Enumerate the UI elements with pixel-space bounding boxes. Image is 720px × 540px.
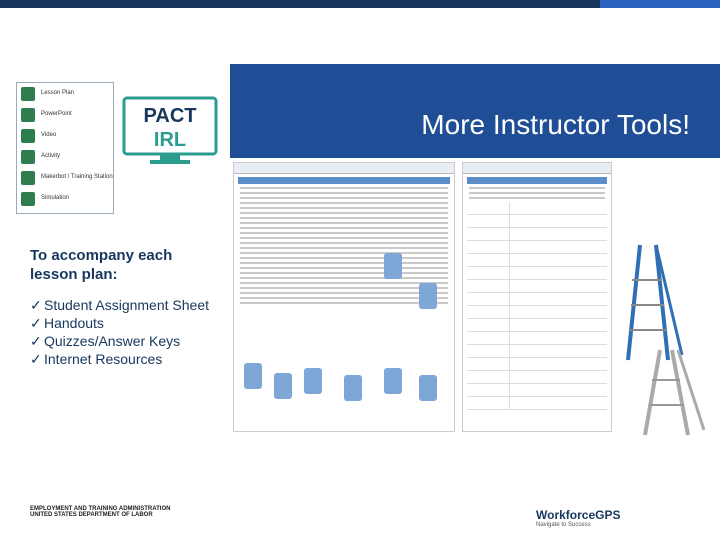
handout-thumbnail (233, 162, 455, 432)
bullet-text: Quizzes/Answer Keys (44, 333, 181, 349)
worker-figure (344, 375, 362, 401)
panel-item-label: PowerPoint (41, 111, 72, 117)
logo-line2: IRL (153, 129, 187, 151)
checkmark-icon: ✓ (30, 333, 42, 349)
worker-figure (419, 283, 437, 309)
title-banner (230, 64, 720, 158)
bullet-text: Internet Resources (44, 351, 163, 367)
dol-footer-logo (30, 506, 170, 518)
bullet-item (30, 314, 209, 332)
group-icon (21, 150, 35, 164)
bullet-item (30, 350, 209, 368)
checkmark-icon: ✓ (30, 315, 42, 331)
panel-item-activity (17, 146, 113, 167)
bullet-item (30, 296, 209, 314)
panel-item-label: Activity (41, 153, 61, 159)
bullet-list (30, 296, 209, 368)
agency-line1: EMPLOYMENT AND TRAINING ADMINISTRATION (30, 506, 171, 512)
panel-item-simulation (17, 188, 113, 209)
inspection-sheet-thumbnail (462, 162, 612, 432)
panel-item-label: Lesson Plan (41, 90, 75, 96)
video-icon (21, 129, 35, 143)
checkmark-icon: ✓ (30, 351, 42, 367)
resource-icon-panel (16, 82, 114, 214)
slide-subtitle: To accompany each lesson plan: (30, 247, 173, 283)
ladder-images (620, 240, 710, 440)
logo-line1: PACT (143, 105, 197, 127)
cursor-icon (21, 192, 35, 206)
checkmark-icon: ✓ (30, 297, 42, 313)
brand-tagline: Navigate to Success (536, 522, 591, 528)
panel-item-label: Simulation (41, 195, 70, 201)
pact-irl-logo (122, 96, 218, 166)
worker-figure (274, 373, 292, 399)
worker-figure (419, 375, 437, 401)
worker-figure (384, 253, 402, 279)
bullet-text: Student Assignment Sheet (44, 297, 209, 313)
panel-item-label: Makerbot / Training Station (41, 174, 113, 180)
panel-item-makerbot (17, 167, 113, 188)
top-bar (0, 0, 720, 8)
agency-line2: UNITED STATES DEPARTMENT OF LABOR (30, 512, 153, 518)
worker-figure (244, 363, 262, 389)
workforcegps-logo (536, 508, 620, 528)
panel-item-powerpoint (17, 104, 113, 125)
top-bar-accent (600, 0, 720, 8)
panel-item-label: Video (41, 132, 57, 138)
document-icon (21, 87, 35, 101)
bullet-text: Handouts (44, 315, 104, 331)
worker-figure (304, 368, 322, 394)
slide-title: More Instructor Tools! (421, 109, 690, 140)
brand-name: WorkforceGPS (536, 508, 621, 522)
bullet-item (30, 332, 209, 350)
printer-icon (21, 171, 35, 185)
panel-item-video (17, 125, 113, 146)
presentation-icon (21, 108, 35, 122)
worker-figure (384, 368, 402, 394)
panel-item-lesson-plan (17, 83, 113, 104)
